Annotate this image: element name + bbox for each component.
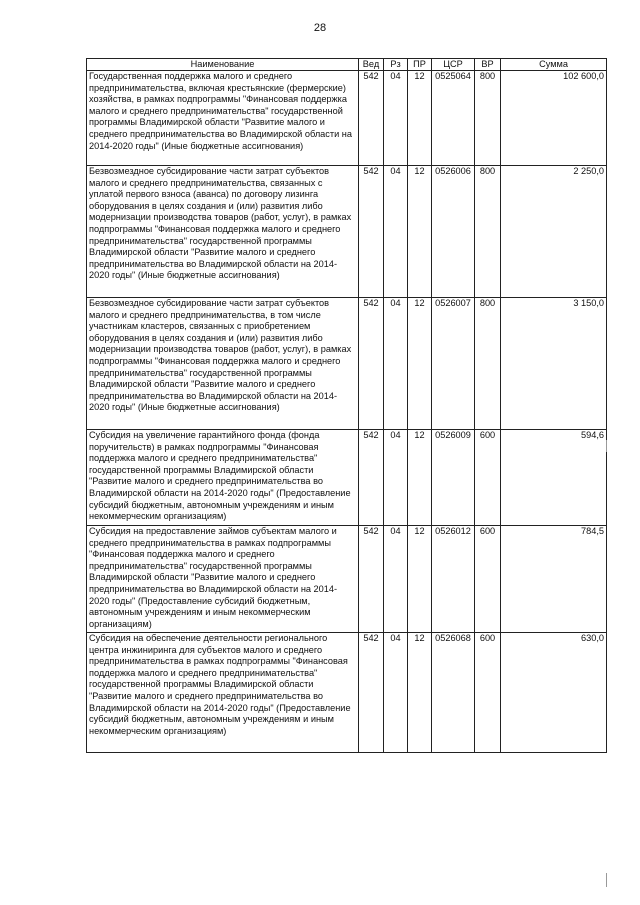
row-sum: 102 600,0 xyxy=(501,71,607,166)
row-vr: 800 xyxy=(475,71,501,166)
row-name: Безвозмездное субсидирование части затрат субъектов малого и среднего предпринимательства, связанных с уплатой первого взноса (аванса) по договору лизинга оборудования в целях создания и (или) развития либо модернизации производства товаров (работ, услуг), в рамках подпрограммы "Финансовая поддержка малого и среднего предпринимательства" государственной программы Владимирской области "Развитие малого и среднего предпринимательства во Владимирской области на 2014-2020 годы" (Иные бюджетные ассигнования) xyxy=(87,166,359,298)
row-name: Безвозмездное субсидирование части затрат субъектов малого и среднего предпринимательства, в том числе участникам кластеров, связанных с приобретением оборудования в целях создания и (или) развития либо модернизации производства товаров (работ, услуг), в рамках подпрограммы "Финансовая поддержка малого и среднего предпринимательства" государственной программы Владимирской области "Развитие малого и среднего предпринимательства во Владимирской области на 2014-2020 годы" (Иные бюджетные ассигнования) xyxy=(87,298,359,430)
scan-edge-mark xyxy=(606,873,607,887)
row-ved: 542 xyxy=(359,526,384,633)
row-ved: 542 xyxy=(359,633,384,753)
row-pr: 12 xyxy=(408,526,432,633)
row-csr: 0526006 xyxy=(432,166,475,298)
row-vr: 600 xyxy=(475,430,501,526)
row-csr: 0526012 xyxy=(432,526,475,633)
table-header-row xyxy=(87,59,607,71)
row-csr: 0525064 xyxy=(432,71,475,166)
row-pr: 12 xyxy=(408,430,432,526)
row-ved: 542 xyxy=(359,166,384,298)
row-rz: 04 xyxy=(384,71,408,166)
row-ved: 542 xyxy=(359,430,384,526)
header-vr: ВР xyxy=(475,59,501,71)
row-name: Государственная поддержка малого и среднего предпринимательства, включая крестьянские (фермерские) хозяйства, в рамках подпрограммы "Финансовая поддержка малого и среднего предпринимательства" государственной программы Владимирской области "Развитие малого и среднего предпринимательства во Владимирской области на 2014-2020 годы" (Иные бюджетные ассигнования) xyxy=(87,71,359,166)
header-sum: Сумма xyxy=(501,59,607,71)
row-pr: 12 xyxy=(408,166,432,298)
row-csr: 0526009 xyxy=(432,430,475,526)
row-pr: 12 xyxy=(408,633,432,753)
header-csr: ЦСР xyxy=(432,59,475,71)
row-rz: 04 xyxy=(384,633,408,753)
row-vr: 800 xyxy=(475,166,501,298)
row-sum: 2 250,0 xyxy=(501,166,607,298)
table-row xyxy=(87,633,607,753)
row-vr: 600 xyxy=(475,633,501,753)
row-vr: 800 xyxy=(475,298,501,430)
row-name: Субсидия на обеспечение деятельности регионального центра инжиниринга для субъектов малого и среднего предпринимательства в рамках подпрограммы "Финансовая поддержка малого и среднего предпринимательства" государственной программы Владимирской области "Развитие малого и среднего предпринимательства во Владимирской области на 2014-2020 годы" (Предоставление субсидий бюджетным, автономным учреждениям и иным некоммерческим организациям) xyxy=(87,633,359,753)
table-row xyxy=(87,430,607,526)
row-ved: 542 xyxy=(359,298,384,430)
scan-edge-mark xyxy=(606,440,607,452)
row-pr: 12 xyxy=(408,71,432,166)
row-sum: 594,6 xyxy=(501,430,607,526)
row-name: Субсидия на увеличение гарантийного фонда (фонда поручительств) в рамках подпрограммы "Финансовая поддержка малого и среднего предпринимательства" государственной программы Владимирской области "Развитие малого и среднего предпринимательства во Владимирской области на 2014-2020 годы" (Предоставление субсидий бюджетным, автономным учреждениям и иным некоммерческим организациям) xyxy=(87,430,359,526)
row-sum: 784,5 xyxy=(501,526,607,633)
row-name: Субсидия на предоставление займов субъектам малого и среднего предпринимательства в рамках подпрограммы "Финансовая поддержка малого и среднего предпринимательства" государственной программы Владимирской области "Развитие малого и среднего предпринимательства во Владимирской области на 2014-2020 годы" (Предоставление субсидий бюджетным, автономным учреждениям и иным некоммерческим организациям) xyxy=(87,526,359,633)
header-pr: ПР xyxy=(408,59,432,71)
row-sum: 3 150,0 xyxy=(501,298,607,430)
row-rz: 04 xyxy=(384,430,408,526)
page-number: 28 xyxy=(313,22,327,34)
row-rz: 04 xyxy=(384,298,408,430)
row-pr: 12 xyxy=(408,298,432,430)
header-ved: Вед xyxy=(359,59,384,71)
table-row xyxy=(87,71,607,166)
table-row xyxy=(87,526,607,633)
row-csr: 0526007 xyxy=(432,298,475,430)
row-csr: 0526068 xyxy=(432,633,475,753)
row-ved: 542 xyxy=(359,71,384,166)
table-row xyxy=(87,166,607,298)
header-rz: Рз xyxy=(384,59,408,71)
row-rz: 04 xyxy=(384,526,408,633)
row-vr: 600 xyxy=(475,526,501,633)
table-row xyxy=(87,298,607,430)
row-sum: 630,0 xyxy=(501,633,607,753)
header-name: Наименование xyxy=(87,59,359,71)
budget-table xyxy=(86,58,607,753)
row-rz: 04 xyxy=(384,166,408,298)
